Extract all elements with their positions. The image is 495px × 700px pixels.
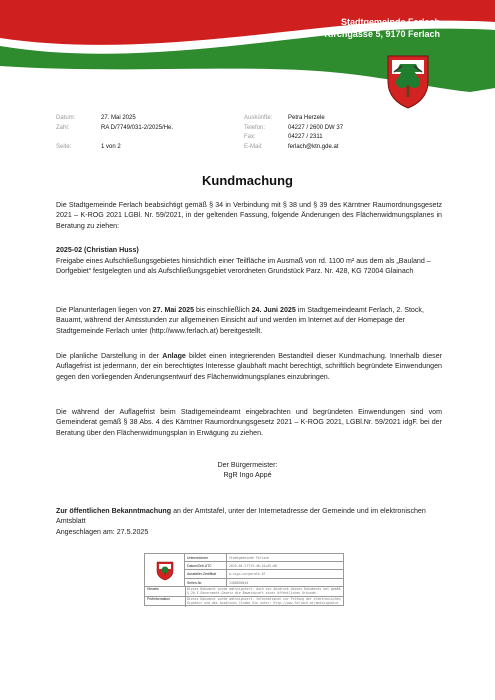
signature-logo-cell: [145, 554, 185, 587]
meta-number-row: [56, 124, 173, 134]
meta-date-value: 27. Mai 2025: [101, 115, 136, 121]
meta-phone-value: 04227 / 2600 DW 37: [288, 124, 344, 131]
meta-number-value: RA D/7749/031-2/2025/He.: [101, 124, 174, 131]
signature-name: RgR Ingo Appé: [223, 471, 272, 480]
start-date: 27. Mai 2025: [152, 306, 195, 314]
municipality-name: Stadtgemeinde Ferlach: [340, 17, 440, 27]
plan-paragraph: Die planliche Darstellung in der Anlage bildet einen integrierenden Bestandteil dieser Kundmachung. Innerhalb dieser Auflagefrist ist jedermann, der ein berechtigtes Interesse glaubhaft macht berechtigt, schriftlich begründete Einwendungen gegen den vorliegenden Änderungsentwurf des Flächenwidmungsplanes einzubringen.: [56, 352, 442, 381]
meta-contact-row: [244, 114, 343, 124]
case-title: 2025-02 (Christian Huss): [56, 246, 139, 254]
signature-row-issuer: Aussteller-Zertifikat a-sign-corporate-07: [185, 570, 344, 578]
meta-date-row: [56, 114, 173, 124]
dates-paragraph: Die Planunterlagen liegen von 27. Mai 2025 bis einschließlich 24. Juni 2025 im Stadtgemeindeamt Ferlach, 2. Stock, Bauamt, während der Amtsstunden zur allgemeinen Einsicht auf und werden im Internet auf der Homepage der Stadtgemeinde Ferlach unter (http://www.ferlach.at) bereitgestellt.: [56, 306, 424, 335]
publication-heading: Zur öffentlichen Bekanntmachung: [56, 507, 172, 515]
meta-phone-label: Telefon:: [244, 124, 266, 131]
meta-spacer-row: [56, 133, 173, 143]
meta-email-label: E-Mail:: [244, 143, 263, 150]
header-address-block: [324, 16, 440, 40]
meta-phone-row: [244, 124, 343, 134]
municipality-address: Kirchgasse 5, 9170 Ferlach: [324, 29, 440, 39]
publication-text: an der Amtstafel, unter der Internetadresse der Gemeinde und im elektronischen Amtsblatt: [56, 507, 426, 526]
signature-block: [0, 460, 495, 481]
signature-row-signer: Unterzeichner Stadtgemeinde Ferlach: [185, 554, 344, 562]
meta-number-label: Zahl:: [56, 124, 70, 131]
meta-email-row: [244, 143, 343, 153]
signature-row-note: Hinweis Dieses Dokument wurde amtssigniert. Auch ein Ausdruck dieses Dokuments hat gemäß § 20 E-Government-Gesetz die Beweiskraft einer öffentlichen Urkunde.: [145, 587, 344, 597]
meta-fax-label: Fax:: [244, 134, 256, 140]
meta-page-row: [56, 143, 173, 153]
meta-page-label: Seite:: [56, 143, 72, 150]
meta-date-label: Datum:: [56, 115, 76, 121]
objections-paragraph: Die während der Auflagefrist beim Stadtgemeindeamt eingebrachten und begründeten Einwendungen sind vom Gemeinderat gemäß § 38 Abs. 4 des Kärntner Raumordnungsgesetz 2021 – K-ROG 2021, LGBl.Nr. 59/2021 idgF. bei der Beratung über den Flächenwidmungsplan in Erwägung zu ziehen.: [56, 408, 442, 437]
ferlach-coat-of-arms-icon: [376, 52, 440, 110]
meta-left-block: [56, 114, 173, 152]
meta-page-value: 1 von 2: [101, 143, 121, 150]
case-description: Freigabe eines Aufschließungsgebietes hinsichtlich einer Teilfläche im Ausmaß von rd. 1100 m² aus dem als „Bauland – Dorfgebiet“ festgelegten und als Aufschließungsgebiet verordneten Grundstück Parz. Nr. 428, KG 72004 Glainach: [56, 257, 431, 276]
meta-fax-row: [244, 133, 343, 143]
signature-role: Der Bürgermeister:: [217, 461, 278, 469]
official-signature-box: [144, 553, 344, 606]
meta-fax-value: 04227 / 2311: [288, 134, 323, 140]
meta-contact-label: Auskünfte:: [244, 115, 273, 121]
intro-paragraph: Die Stadtgemeinde Ferlach beabsichtigt gemäß § 34 in Verbindung mit § 38 und § 39 des Kärntner Raumordnungsgesetz 2021 – K-ROG 2021 LGBl. Nr. 59/2021, in der geltenden Fassung, folgende Änderungen des Flächenwidmungsplanes in Beratung zu ziehen:: [56, 201, 442, 230]
meta-email-value[interactable]: ferlach@ktn.gde.at: [288, 143, 339, 150]
attachment-word: Anlage: [162, 352, 186, 360]
signature-row-verification: Prüfinformation Dieses Dokument wurde amtssigniert. Informationen zur Prüfung der elektronischen Signatur und des Ausdrucks finden Sie unter: http://www.ferlach.at/amtssignatur: [145, 597, 344, 607]
meta-right-block: [244, 114, 343, 152]
meta-contact-value: Petra Herzele: [288, 115, 325, 121]
end-date: 24. Juni 2025: [251, 306, 296, 314]
signature-row-datetime: Datum/Zeit-UTC 2025-05-27T13:48:16+02:00: [185, 562, 344, 570]
signature-row-serial: Serien-Nr. 1380856044: [185, 579, 344, 587]
signature-crest-icon: [156, 561, 174, 581]
publication-paragraph: [56, 506, 442, 537]
posted-date: Angeschlagen am: 27.5.2025: [56, 527, 149, 536]
page-title: Kundmachung: [202, 173, 293, 188]
